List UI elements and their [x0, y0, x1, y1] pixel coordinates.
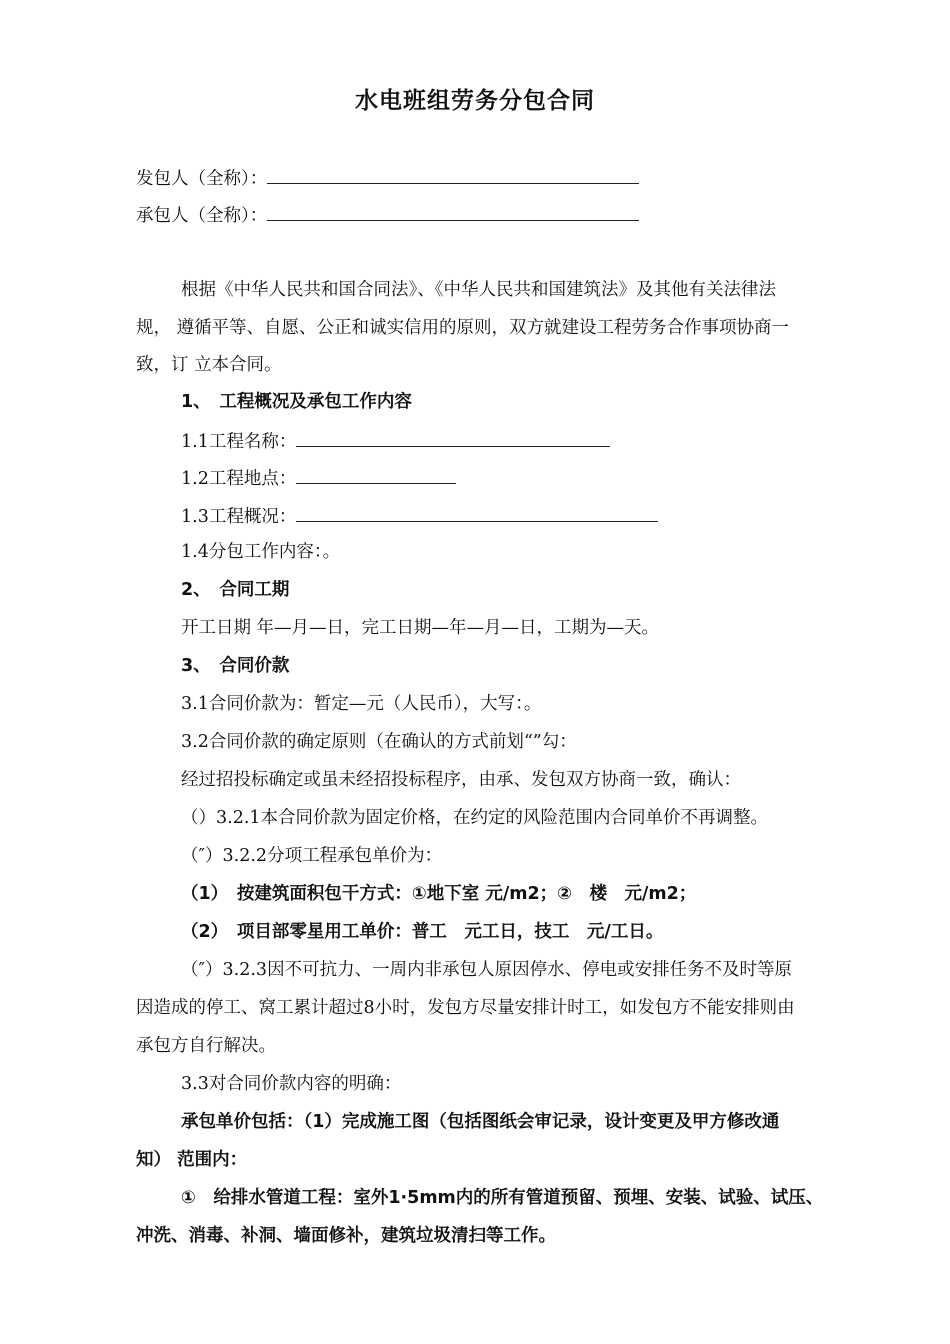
- price-3-2: 3.2合同价款的确定原则（在确认的方式前划“”勾：: [181, 732, 577, 752]
- price-3-3: 3.3对合同价款内容的明确：: [181, 1074, 402, 1094]
- price-3-2-2: （″）3.2.2分项工程承包单价为：: [181, 846, 443, 866]
- party-a-line: [136, 165, 639, 191]
- water-works-line-2: 冲洗、消毒、补洞、墙面修补，建筑垃圾清扫等工作。: [136, 1226, 556, 1246]
- project-location-line: [181, 465, 456, 491]
- section3-heading: 3、 合同价款: [181, 656, 290, 676]
- price-3-3-line-1: 承包单价包括：（1）完成施工图（包括图纸会审记录，设计变更及甲方修改通: [181, 1112, 780, 1132]
- intro-line-3: 致，订 立本合同。: [136, 355, 282, 375]
- project-overview-label: 1.3工程概况：: [181, 507, 297, 527]
- party-a-label: 发包人（全称）：: [136, 169, 268, 189]
- water-works-line-1: ① 给排水管道工程：室外1·5mm内的所有管道预留、预埋、安装、试验、试压、: [181, 1188, 824, 1208]
- project-location-label: 1.2工程地点：: [181, 469, 297, 489]
- work-scope: 1.4分包工作内容：。: [181, 542, 341, 562]
- project-location-blank: [296, 465, 456, 484]
- price-3-2-3-line-1: （″）3.2.3因不可抗力、一周内非承包人原因停水、停电或安排任务不及时等原: [181, 960, 793, 980]
- schedule-text: 开工日期 年—月—日，完工日期—年—月—日，工期为—天。: [181, 618, 660, 638]
- project-name-label: 1.1工程名称：: [181, 432, 297, 452]
- price-3-2-text: 经过招投标确定或虽未经招投标程序，由承、发包双方协商一致，确认：: [181, 770, 741, 790]
- section2-heading: 2、 合同工期: [181, 580, 290, 600]
- price-3-2-1: （）3.2.1本合同价款为固定价格，在约定的风险范围内合同单价不再调整。: [181, 808, 769, 828]
- project-overview-line: [181, 503, 658, 529]
- intro-line-2: 规， 遵循平等、自愿、公正和诚实信用的原则，双方就建设工程劳务合作事项协商一: [136, 318, 790, 338]
- party-b-blank: [267, 202, 639, 221]
- intro-line-1: 根据《中华人民共和国合同法》、《中华人民共和国建筑法》及其他有关法律法: [181, 280, 776, 300]
- project-name-blank: [296, 428, 610, 447]
- contract-title: 水电班组劳务分包合同: [355, 88, 595, 114]
- party-a-blank: [267, 165, 639, 184]
- project-name-line: [181, 428, 610, 454]
- project-overview-blank: [296, 503, 658, 522]
- price-3-2-3-line-3: 承包方自行解决。: [136, 1036, 276, 1056]
- party-b-label: 承包人（全称）：: [136, 206, 268, 226]
- price-item-2: （2） 项目部零星用工单价：普工 元工日，技工 元/工日。: [181, 922, 664, 942]
- price-item-1: （1） 按建筑面积包干方式：①地下室 元/m2；② 楼 元/m2；: [181, 884, 697, 904]
- price-3-3-line-2: 知） 范围内：: [136, 1150, 248, 1170]
- price-3-2-3-line-2: 因造成的停工、窝工累计超过8小时，发包方尽量安排计时工，如发包方不能安排则由: [136, 998, 795, 1018]
- section1-heading: 1、 工程概况及承包工作内容: [181, 392, 412, 412]
- price-3-1: 3.1合同价款为：暂定—元（人民币），大写：。: [181, 694, 542, 714]
- party-b-line: [136, 202, 639, 228]
